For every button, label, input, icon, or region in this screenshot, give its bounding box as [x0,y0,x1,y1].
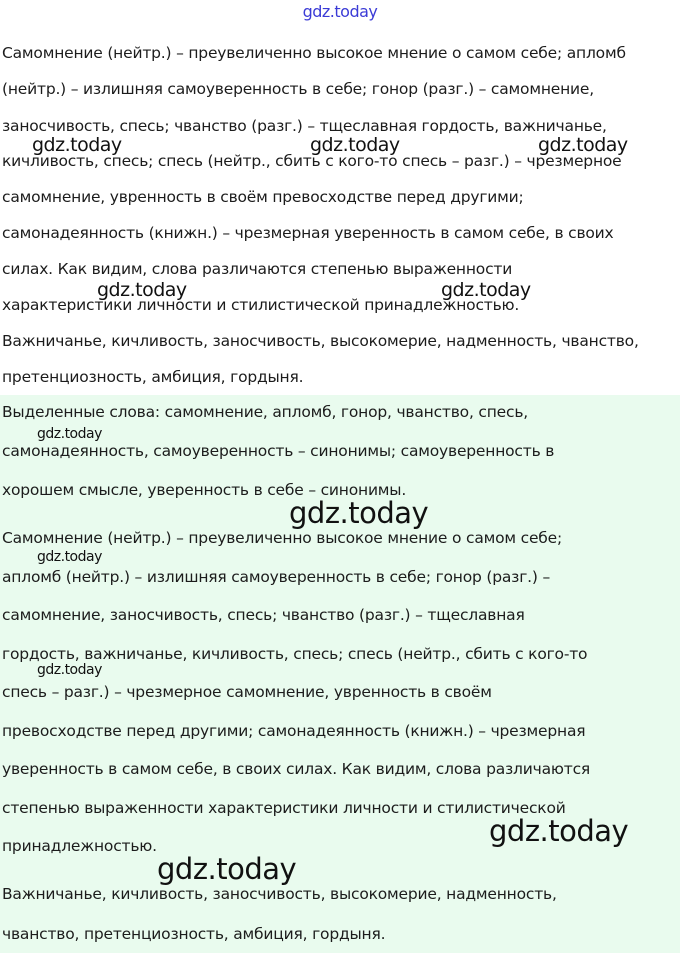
paragraph-line: Важничанье, кичливость, заносчивость, высокомерие, надменность, [2,885,557,903]
paragraph-line: претенциозность, амбиция, гордыня. [2,368,304,386]
watermark: gdz.today [310,134,400,156]
site-logo[interactable]: gdz.today [302,2,378,21]
watermark: gdz.today [32,134,122,156]
watermark: gdz.today [97,279,187,301]
paragraph-line: Самомнение (нейтр.) – преувеличенно высокое мнение о самом себе; апломб [2,44,626,62]
paragraph-line: апломб (нейтр.) – излишняя самоуверенность в себе; гонор (разг.) – [2,568,551,586]
watermark: gdz.today [441,279,531,301]
answer-panel [0,395,680,953]
watermark: gdz.today [157,852,297,886]
paragraph-line: превосходстве перед другими; самонадеянность (книжн.) – чрезмерная [2,722,586,740]
paragraph-line: самомнение, заносчивость, спесь; чванство (разг.) – тщеславная [2,606,525,624]
watermark: gdz.today [489,814,629,848]
watermark: gdz.today [538,134,628,156]
paragraph-line: самонадеянность (книжн.) – чрезмерная уверенность в самом себе, в своих [2,224,614,242]
paragraph-line: самомнение, увренность в своём превосходстве перед другими; [2,188,524,206]
paragraph-line: самонадеянность, самоуверенность – синонимы; самоуверенность в [2,442,555,460]
paragraph-line: хорошем смысле, уверенность в себе – синонимы. [2,481,407,499]
paragraph-line: (нейтр.) – излишняя самоуверенность в себе; гонор (разг.) – самомнение, [2,80,594,98]
paragraph-line: Выделенные слова: самомнение, апломб, гонор, чванство, спесь, [2,403,528,421]
paragraph-line: заносчивость, спесь; чванство (разг.) – тщеславная гордость, важничанье, [2,117,607,135]
watermark: gdz.today [289,496,429,530]
paragraph-line: спесь – разг.) – чрезмерное самомнение, увренность в своём [2,683,492,701]
paragraph-line: чванство, претенциозность, амбиция, гордыня. [2,925,386,943]
paragraph-line: уверенность в самом себе, в своих силах. Как видим, слова различаются [2,760,591,778]
paragraph-line: Важничанье, кичливость, заносчивость, высокомерие, надменность, чванство, [2,332,639,350]
paragraph-line: характеристики личности и стилистической принадлежностью. [2,296,520,314]
paragraph-line: кичливость, спесь; спесь (нейтр., сбить с кого-то спесь – разг.) – чрезмерное [2,152,622,170]
paragraph-line: силах. Как видим, слова различаются степенью выраженности [2,260,513,278]
paragraph-line: Самомнение (нейтр.) – преувеличенно высокое мнение о самом себе; [2,529,562,547]
paragraph-line: гордость, важничанье, кичливость, спесь; спесь (нейтр., сбить с кого-то [2,645,588,663]
paragraph-line: принадлежностью. [2,837,157,855]
watermark: gdz.today [37,549,102,565]
watermark: gdz.today [37,426,102,442]
text-block-plain [0,40,680,395]
watermark: gdz.today [37,662,102,678]
paragraph-line: степенью выраженности характеристики личности и стилистической [2,799,566,817]
